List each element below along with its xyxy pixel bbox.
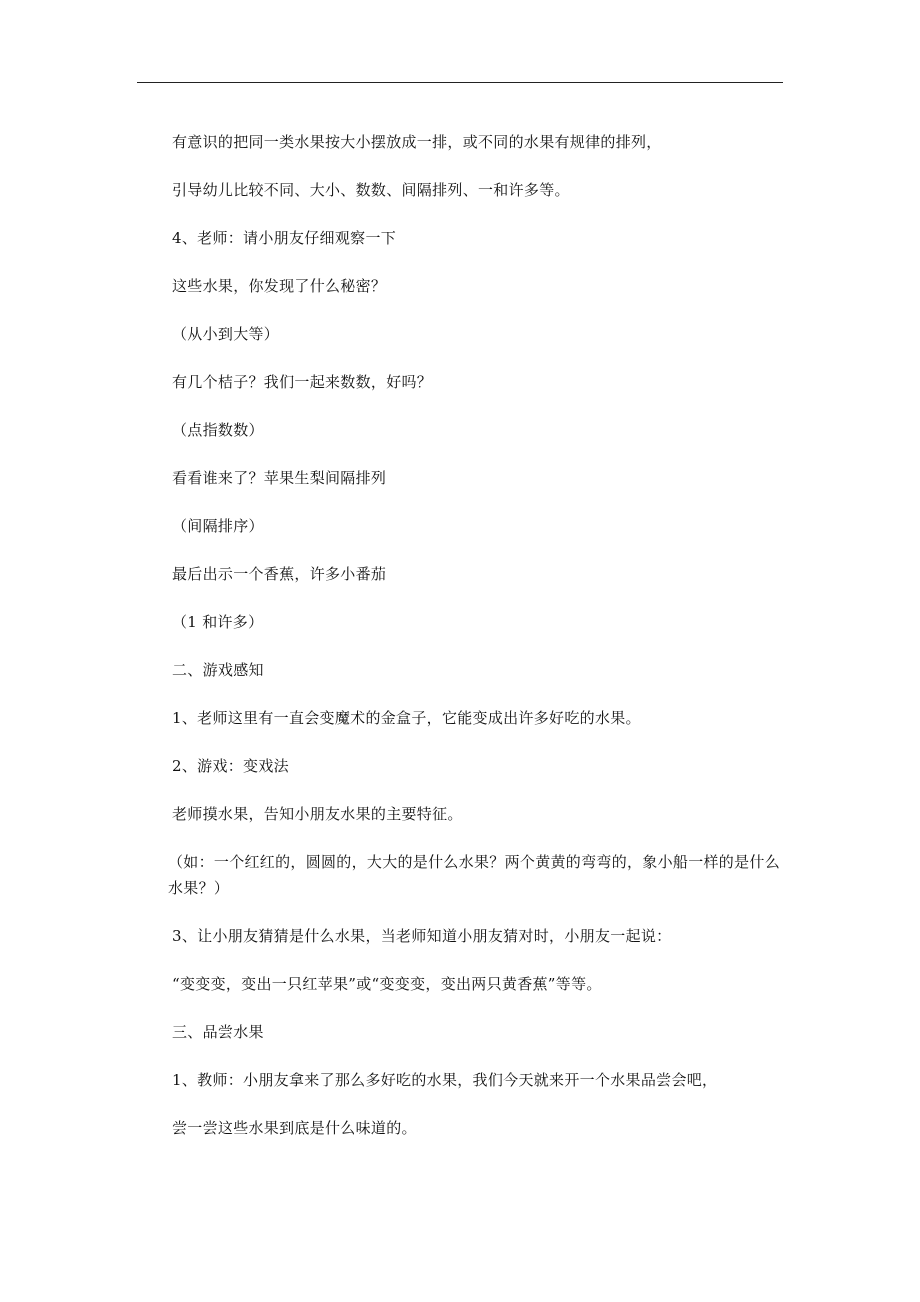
paragraph: （点指数数）	[172, 421, 264, 439]
paragraph: “变变变，变出一只红苹果”或“变变变，变出两只黄香蕉”等等。	[172, 975, 602, 993]
document-body	[168, 129, 788, 1141]
paragraph: （如：一个红红的，圆圆的，大大的是什么水果？两个黄黄的弯弯的，象小船一样的是什么水果？）	[168, 853, 781, 897]
paragraph: 有几个桔子？我们一起来数数，好吗？	[172, 373, 433, 391]
paragraph: 1、老师这里有一直会变魔术的金盒子，它能变成出许多好吃的水果。	[172, 709, 641, 727]
paragraph: 2、游戏：变戏法	[172, 757, 289, 775]
paragraph: 有意识的把同一类水果按大小摆放成一排，或不同的水果有规律的排列，	[172, 133, 662, 151]
paragraph: 1、教师：小朋友拿来了那么多好吃的水果，我们今天就来开一个水果品尝会吧，	[172, 1071, 718, 1089]
paragraph: （1 和许多）	[172, 613, 264, 631]
paragraph: 引导幼儿比较不同、大小、数数、间隔排列、一和许多等。	[172, 181, 570, 199]
section-heading: 三、品尝水果	[172, 1023, 264, 1041]
section-heading: 二、游戏感知	[172, 661, 264, 679]
paragraph: 尝一尝这些水果到底是什么味道的。	[172, 1119, 417, 1137]
paragraph: 3、让小朋友猜猜是什么水果，当老师知道小朋友猜对时，小朋友一起说：	[172, 927, 672, 945]
paragraph: （间隔排序）	[172, 517, 264, 535]
paragraph: （从小到大等）	[172, 325, 280, 343]
paragraph: 4、老师：请小朋友仔细观察一下	[172, 229, 397, 247]
paragraph: 这些水果，你发现了什么秘密？	[172, 277, 387, 295]
paragraph: 看看谁来了？苹果生梨间隔排列	[172, 469, 387, 487]
header-rule	[137, 82, 783, 83]
paragraph: 最后出示一个香蕉，许多小番茄	[172, 565, 387, 583]
paragraph: 老师摸水果，告知小朋友水果的主要特征。	[172, 805, 463, 823]
